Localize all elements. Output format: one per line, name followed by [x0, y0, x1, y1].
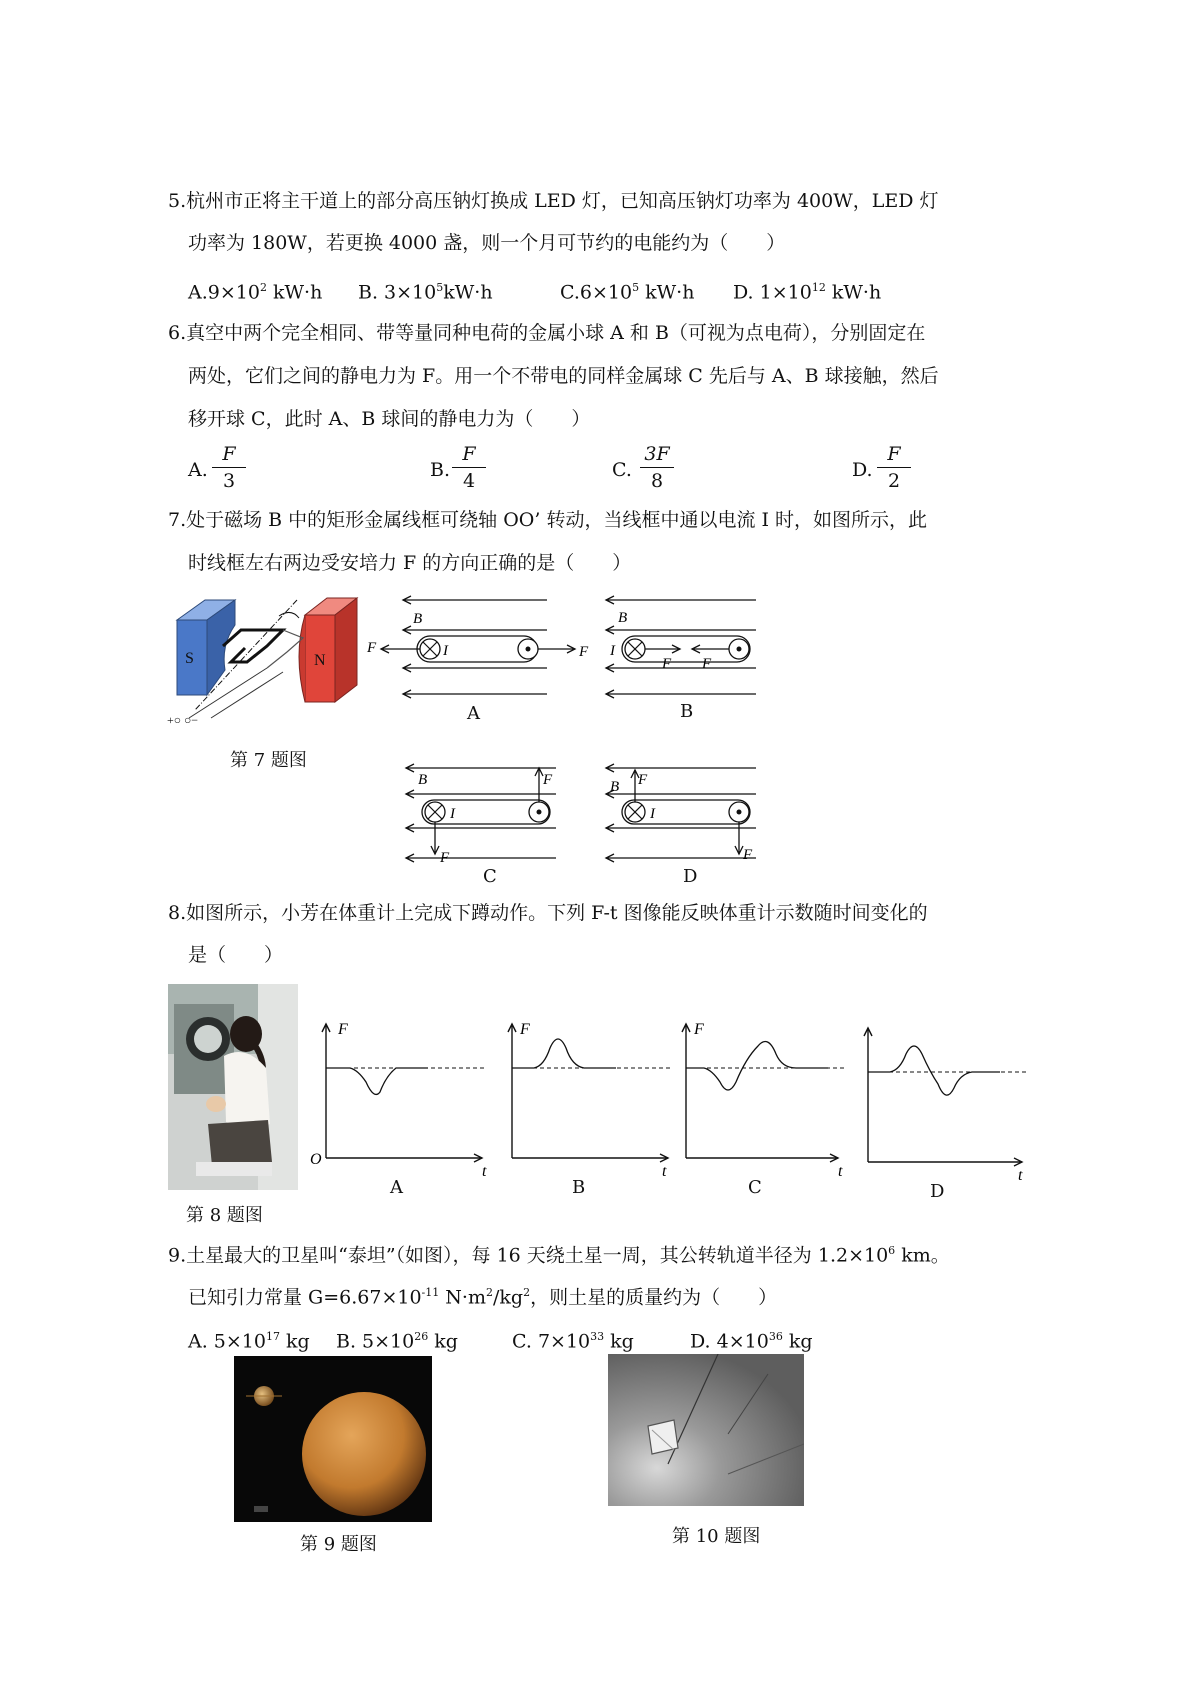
- svg-text:F: F: [638, 772, 648, 788]
- svg-text:F: F: [440, 850, 450, 866]
- q6-option-a-label: A.: [188, 459, 208, 481]
- svg-text:B: B: [610, 779, 620, 795]
- svg-text:B: B: [618, 610, 628, 626]
- q7-option-c-diagram: [398, 758, 568, 868]
- q8-graph-c: [668, 1018, 854, 1180]
- q8-graph-b: [494, 1018, 680, 1180]
- q8-text-line1: 8.如图所示，小芳在体重计上完成下蹲动作。下列 F-t 图像能反映体重计示数随时间变化的: [168, 902, 928, 924]
- q7-option-a-diagram: [365, 590, 595, 710]
- q8-graph-d: [850, 1018, 1030, 1184]
- q7-option-c-label: C: [483, 866, 497, 887]
- q8-graph-a-label: A: [390, 1177, 403, 1198]
- q5-option-a: $A.9\times 10^2$ kW·h: [188, 281, 323, 304]
- q6-text-line2: 两处，它们之间的静电力为 F。用一个不带电的同样金属球 C 先后与 A、B 球接触，然后: [188, 365, 939, 387]
- q5-text-line2: 功率为 180W，若更换 4000 盏，则一个月可节约的电能约为（ ）: [188, 232, 786, 254]
- q8-graph-d-label: D: [930, 1181, 945, 1202]
- q7-option-a-label: A: [467, 703, 480, 724]
- q8-photo-girl-on-scale: [168, 984, 298, 1190]
- svg-text:I: I: [610, 643, 615, 659]
- q10-figure-caption: 第 10 题图: [672, 1526, 761, 1547]
- q6-option-d-fraction: F 2: [877, 443, 911, 492]
- svg-text:F: F: [543, 772, 553, 788]
- q6-option-b-fraction: F 4: [452, 443, 486, 492]
- q7-motor-illustration: [165, 590, 365, 730]
- q7-text-line1: 7.处于磁场 B 中的矩形金属线框可绕轴 OO’ 转动，当线框中通以电流 I 时，如图所示，此: [168, 509, 928, 531]
- q7-magnet-n-label: N: [314, 652, 326, 669]
- svg-text:t: t: [662, 1163, 667, 1180]
- q9-option-b: B. $5\times 10^{26}$ kg: [336, 1330, 458, 1353]
- q7-magnet-s-label: S: [185, 650, 194, 667]
- q9-figure-caption: 第 9 题图: [300, 1534, 377, 1555]
- svg-text:I: I: [450, 806, 455, 822]
- q5-option-d: D. $1\times 10^{12}$ kW·h: [733, 281, 882, 304]
- svg-text:t: t: [838, 1163, 843, 1180]
- q9-text-line1: 9.土星最大的卫星叫“泰坦”（如图），每 16 天绕土星一周，其公转轨道半径为 $1.2\times 10^6$ km。: [168, 1244, 950, 1267]
- q5-text-line1: 5.杭州市正将主干道上的部分高压钠灯换成 LED 灯，已知高压钠灯功率为 400W，LED 灯: [168, 190, 939, 212]
- q7-magnet-n-side: [335, 598, 357, 702]
- q8-figure-caption: 第 8 题图: [186, 1205, 263, 1226]
- q9-option-c: C. $7\times 10^{33}$ kg: [512, 1330, 634, 1353]
- q7-coil-lead: [267, 630, 303, 668]
- q7-terminals-label: +○ ○−: [167, 713, 199, 727]
- q7-text-line2: 时线框左右两边受安培力 F 的方向正确的是（ ）: [188, 552, 632, 574]
- svg-text:B: B: [413, 611, 423, 627]
- q10-crystal-image: [608, 1354, 804, 1506]
- svg-text:F: F: [579, 644, 589, 660]
- q8-graph-b-label: B: [572, 1177, 586, 1198]
- q6-text-line1: 6.真空中两个完全相同、带等量同种电荷的金属小球 A 和 B（可视为点电荷），分别固定在: [168, 322, 926, 344]
- q9-saturn-titan-image: [234, 1356, 432, 1522]
- svg-text:F: F: [743, 847, 753, 863]
- q6-option-d-label: D.: [852, 459, 873, 481]
- q6-option-c-fraction: 3F 8: [640, 443, 674, 492]
- svg-text:B: B: [418, 772, 428, 788]
- q7-magnet-n-pole-face: [299, 615, 305, 702]
- q7-option-b-label: B: [680, 701, 694, 722]
- q6-option-c-label: C.: [612, 459, 632, 481]
- q6-option-a-fraction: F 3: [212, 443, 246, 492]
- q7-option-d-label: D: [683, 866, 698, 887]
- svg-text:t: t: [482, 1163, 487, 1180]
- svg-text:t: t: [1018, 1167, 1023, 1184]
- q6-text-line3: 移开球 C，此时 A、B 球间的静电力为（ ）: [188, 408, 591, 430]
- svg-text:F: F: [662, 656, 672, 672]
- q9-option-d: D. $4\times 10^{36}$ kg: [690, 1330, 813, 1353]
- q5-option-b: B. $3\times 10^5kW\cdot h$: [358, 281, 493, 304]
- svg-text:I: I: [650, 806, 655, 822]
- q7-option-d-diagram: [598, 758, 768, 868]
- q7-coil: [223, 630, 283, 662]
- svg-text:I: I: [443, 643, 448, 659]
- q5-option-c: $C.6\times 10^5$ kW·h: [560, 281, 695, 304]
- q7-lead-wire-2: [211, 672, 283, 718]
- svg-text:F: F: [338, 1021, 348, 1038]
- svg-text:F: F: [702, 656, 712, 672]
- q9-option-a: A. $5\times 10^{17}$ kg: [188, 1330, 310, 1353]
- svg-text:F: F: [367, 640, 377, 656]
- q7-rotation-arrow: [279, 612, 299, 618]
- svg-text:F: F: [520, 1021, 530, 1038]
- svg-text:O: O: [310, 1151, 322, 1168]
- q9-text-line2: 已知引力常量 $G=6.67\times 10^{-11}$ $N\cdot m^2/kg^2$，则土星的质量约为（ ）: [188, 1286, 778, 1309]
- q8-graph-a: [306, 1018, 492, 1180]
- q7-figure-caption: 第 7 题图: [230, 750, 307, 771]
- svg-text:F: F: [694, 1021, 704, 1038]
- q8-graph-c-label: C: [748, 1177, 762, 1198]
- q6-option-b-label: B.: [430, 459, 451, 481]
- q7-option-b-diagram: [598, 590, 778, 710]
- q8-text-line2: 是（ ）: [188, 944, 284, 966]
